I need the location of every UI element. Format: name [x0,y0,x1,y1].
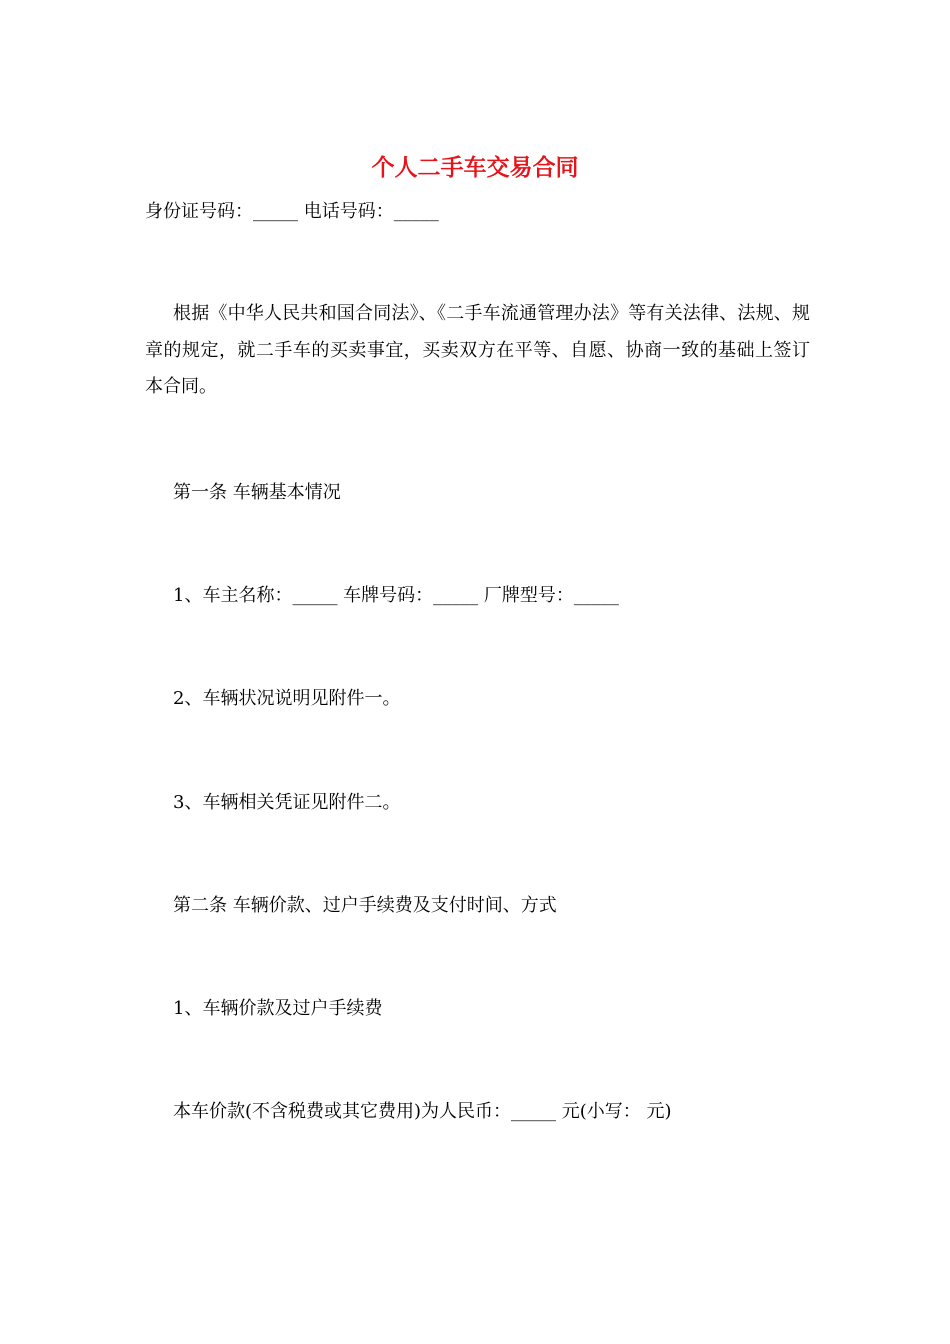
article-2-heading: 第二条 车辆价款、过户手续费及支付时间、方式 [173,895,557,916]
intro-paragraph: 根据《中华人民共和国合同法》、《二手车流通管理办法》等有关法律、法规、规章的规定，就二手车的买卖事宜，买卖双方在平等、自愿、协商一致的基础上签订本合同。 [145,303,810,397]
id-phone-line: 身份证号码：_____ 电话号码：_____ [145,201,439,222]
document-title: 个人二手车交易合同 [371,154,579,181]
price-line: 本车价款(不含税费或其它费用)为人民币：_____ 元(小写： 元) [173,1101,672,1122]
article-1-heading: 第一条 车辆基本情况 [173,482,341,503]
article-2-item-1: 1、车辆价款及过户手续费 [173,998,383,1019]
article-1-item-2: 2、车辆状况说明见附件一。 [173,688,401,709]
article-1-item-1: 1、车主名称：_____ 车牌号码：_____ 厂牌型号：_____ [173,585,619,606]
article-1-item-3: 3、车辆相关凭证见附件二。 [173,792,401,813]
